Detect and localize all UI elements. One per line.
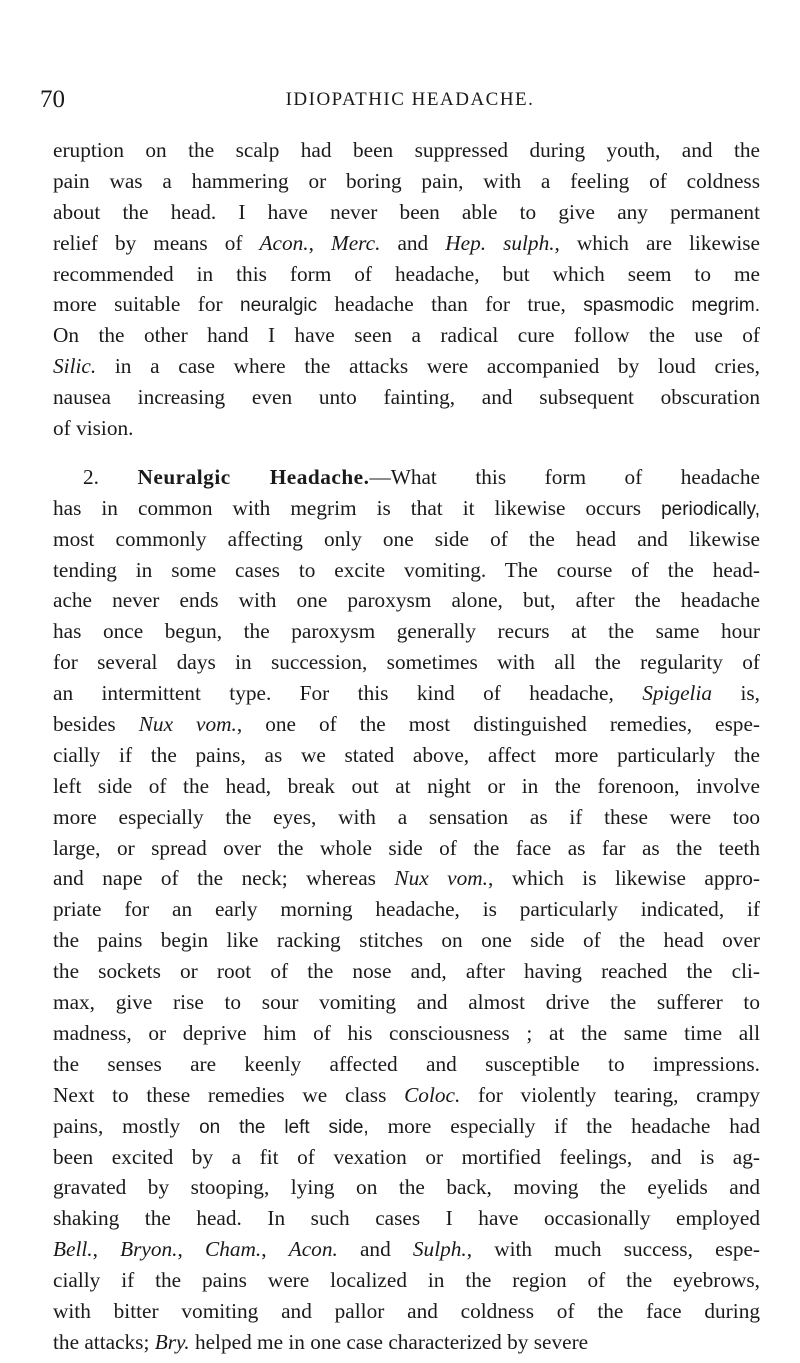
text-run: madness, or deprive him of his consciousness ; at the same time all bbox=[53, 1020, 760, 1045]
text-run: max, give rise to sour vomiting and almost drive the sufferer to bbox=[53, 990, 760, 1015]
text-line bbox=[53, 1265, 760, 1296]
text-run: has once begun, the paroxysm generally recurs at the same hour bbox=[53, 619, 760, 644]
remedy-name: Bryon. bbox=[120, 1237, 178, 1262]
text-run: pains, mostly bbox=[53, 1113, 200, 1138]
text-run: the sockets or root of the nose and, after having reached the cli- bbox=[53, 959, 760, 984]
running-head: IDIOPATHIC HEADACHE. bbox=[285, 89, 535, 110]
text-run: been excited by a fit of vexation or mortified feelings, and is ag- bbox=[53, 1144, 760, 1169]
text-run: in a case where the attacks were accompanied by loud cries, bbox=[96, 354, 760, 379]
emphasis-text: spasmodic megrim. bbox=[583, 295, 760, 317]
text-line bbox=[53, 524, 760, 555]
text-run: an intermittent type. For this kind of headache, bbox=[53, 681, 643, 706]
emphasis-text: on the left side, bbox=[199, 1116, 369, 1138]
remedy-name: Sulph. bbox=[412, 1237, 467, 1262]
text-line bbox=[53, 462, 760, 493]
text-line bbox=[53, 833, 760, 864]
text-run: shaking the head. In such cases I have occasionally employed bbox=[53, 1206, 760, 1231]
text-run: is, bbox=[712, 681, 760, 706]
remedy-name: Hep. sulph. bbox=[445, 230, 555, 255]
text-run: most commonly affecting only one side of the head and likewise bbox=[53, 526, 760, 551]
text-run: gravated by stooping, lying on the back, moving the eyelids and bbox=[53, 1175, 760, 1200]
text-line bbox=[53, 802, 760, 833]
text-run: , with much success, espe- bbox=[466, 1237, 760, 1262]
text-run: —What this form of headache bbox=[369, 464, 760, 489]
text-line bbox=[53, 771, 760, 802]
page-number: 70 bbox=[40, 86, 65, 113]
paragraph-gap bbox=[53, 444, 760, 462]
text-line bbox=[53, 956, 760, 987]
text-line bbox=[53, 1111, 760, 1142]
text-line bbox=[53, 289, 760, 320]
remedy-name: Spigelia bbox=[642, 681, 713, 706]
text-run: left side of the head, break out at night or in the forenoon, involve bbox=[53, 773, 760, 798]
text-run: , bbox=[92, 1237, 121, 1262]
text-run: priate for an early morning headache, is particularly indicated, if bbox=[53, 897, 760, 922]
remedy-name: Bry. bbox=[154, 1329, 190, 1354]
text-line bbox=[53, 1296, 760, 1327]
text-run: , bbox=[261, 1237, 289, 1262]
remedy-name: Nux vom. bbox=[138, 712, 237, 737]
text-line bbox=[53, 413, 760, 444]
text-run: pain was a hammering or boring pain, with a feeling of coldness bbox=[53, 168, 760, 193]
text-line bbox=[53, 555, 760, 586]
text-run: for violently tearing, crampy bbox=[460, 1082, 760, 1107]
text-line bbox=[53, 1234, 760, 1265]
text-line bbox=[53, 585, 760, 616]
paragraph-megrim-continued bbox=[53, 135, 760, 444]
text-run: and bbox=[337, 1237, 413, 1262]
text-run: , which is likewise appro- bbox=[488, 866, 760, 891]
text-line bbox=[53, 740, 760, 771]
text-line bbox=[53, 259, 760, 290]
text-line bbox=[53, 493, 760, 524]
remedy-name: Merc. bbox=[330, 230, 381, 255]
text-run: more especially if the headache had bbox=[368, 1113, 760, 1138]
text-run: headache than for true, bbox=[317, 292, 584, 317]
text-line bbox=[53, 135, 760, 166]
text-line bbox=[53, 1203, 760, 1234]
text-run: about the head. I have never been able to give any permanent bbox=[53, 199, 760, 224]
emphasis-text: neuralgic bbox=[240, 295, 318, 317]
text-run: with bitter vomiting and pallor and coldness of the face during bbox=[53, 1298, 760, 1323]
text-line bbox=[53, 709, 760, 740]
emphasis-text: periodically, bbox=[661, 498, 760, 520]
text-run: the attacks; bbox=[53, 1329, 155, 1354]
text-line bbox=[53, 863, 760, 894]
text-run: and nape of the neck; whereas bbox=[53, 866, 395, 891]
text-line bbox=[53, 228, 760, 259]
text-line bbox=[53, 166, 760, 197]
text-run: of vision. bbox=[53, 416, 134, 441]
text-run: relief by means of bbox=[53, 230, 260, 255]
remedy-name: Bell. bbox=[53, 1237, 93, 1262]
text-run: has in common with megrim is that it likewise occurs bbox=[53, 495, 662, 520]
text-run: helped me in one case characterized by severe bbox=[189, 1329, 589, 1354]
text-line bbox=[53, 320, 760, 351]
text-run: ache never ends with one paroxysm alone, but, after the headache bbox=[53, 588, 760, 613]
text-line bbox=[53, 351, 760, 382]
text-line bbox=[53, 197, 760, 228]
remedy-name: Nux vom. bbox=[394, 866, 488, 891]
remedy-name: Acon. bbox=[288, 1237, 338, 1262]
text-run: and bbox=[380, 230, 446, 255]
text-run: On the other hand I have seen a radical cure follow the use of bbox=[53, 323, 760, 348]
remedy-name: Coloc. bbox=[404, 1082, 461, 1107]
text-line bbox=[53, 678, 760, 709]
text-line bbox=[53, 1049, 760, 1080]
text-run: , bbox=[308, 230, 331, 255]
text-line bbox=[53, 1018, 760, 1049]
text-run: large, or spread over the whole side of the face as far as the teeth bbox=[53, 835, 760, 860]
remedy-name: Acon. bbox=[259, 230, 309, 255]
text-run: , bbox=[177, 1237, 205, 1262]
page-header bbox=[40, 86, 780, 114]
text-run: , which are likewise bbox=[554, 230, 760, 255]
text-run: the senses are keenly affected and susceptible to impressions. bbox=[53, 1051, 760, 1076]
text-run: , one of the most distinguished remedies, espe- bbox=[236, 712, 760, 737]
text-line bbox=[53, 1142, 760, 1173]
text-line bbox=[53, 616, 760, 647]
text-run: Next to these remedies we class bbox=[53, 1082, 405, 1107]
body-text bbox=[53, 135, 760, 1358]
text-run: more especially the eyes, with a sensation as if these were too bbox=[53, 804, 760, 829]
text-run: 2. bbox=[83, 464, 138, 489]
text-line bbox=[53, 382, 760, 413]
text-run: the pains begin like racking stitches on one side of the head over bbox=[53, 928, 760, 953]
remedy-name: Silic. bbox=[53, 354, 97, 379]
text-run: eruption on the scalp had been suppressed during youth, and the bbox=[53, 138, 760, 162]
text-line bbox=[53, 987, 760, 1018]
text-run: tending in some cases to excite vomiting. The course of the head- bbox=[53, 557, 760, 582]
text-line bbox=[53, 925, 760, 956]
text-line bbox=[53, 1172, 760, 1203]
text-run: recommended in this form of headache, but which seem to me bbox=[53, 261, 760, 286]
text-line bbox=[53, 1080, 760, 1111]
remedy-name: Cham. bbox=[205, 1237, 262, 1262]
text-line bbox=[53, 647, 760, 678]
text-run: more suitable for bbox=[53, 292, 241, 317]
text-line bbox=[53, 894, 760, 925]
text-run: besides bbox=[53, 712, 139, 737]
paragraph-neuralgic-headache bbox=[53, 462, 760, 1358]
text-line bbox=[53, 1327, 760, 1358]
text-run: cially if the pains were localized in the region of the eyebrows, bbox=[53, 1268, 760, 1293]
text-run: for several days in succession, sometimes with all the regularity of bbox=[53, 650, 760, 675]
section-heading: Neuralgic Headache. bbox=[137, 464, 370, 489]
text-run: cially if the pains, as we stated above, affect more particularly the bbox=[53, 742, 760, 767]
text-run: nausea increasing even unto fainting, and subsequent obscuration bbox=[53, 385, 760, 410]
